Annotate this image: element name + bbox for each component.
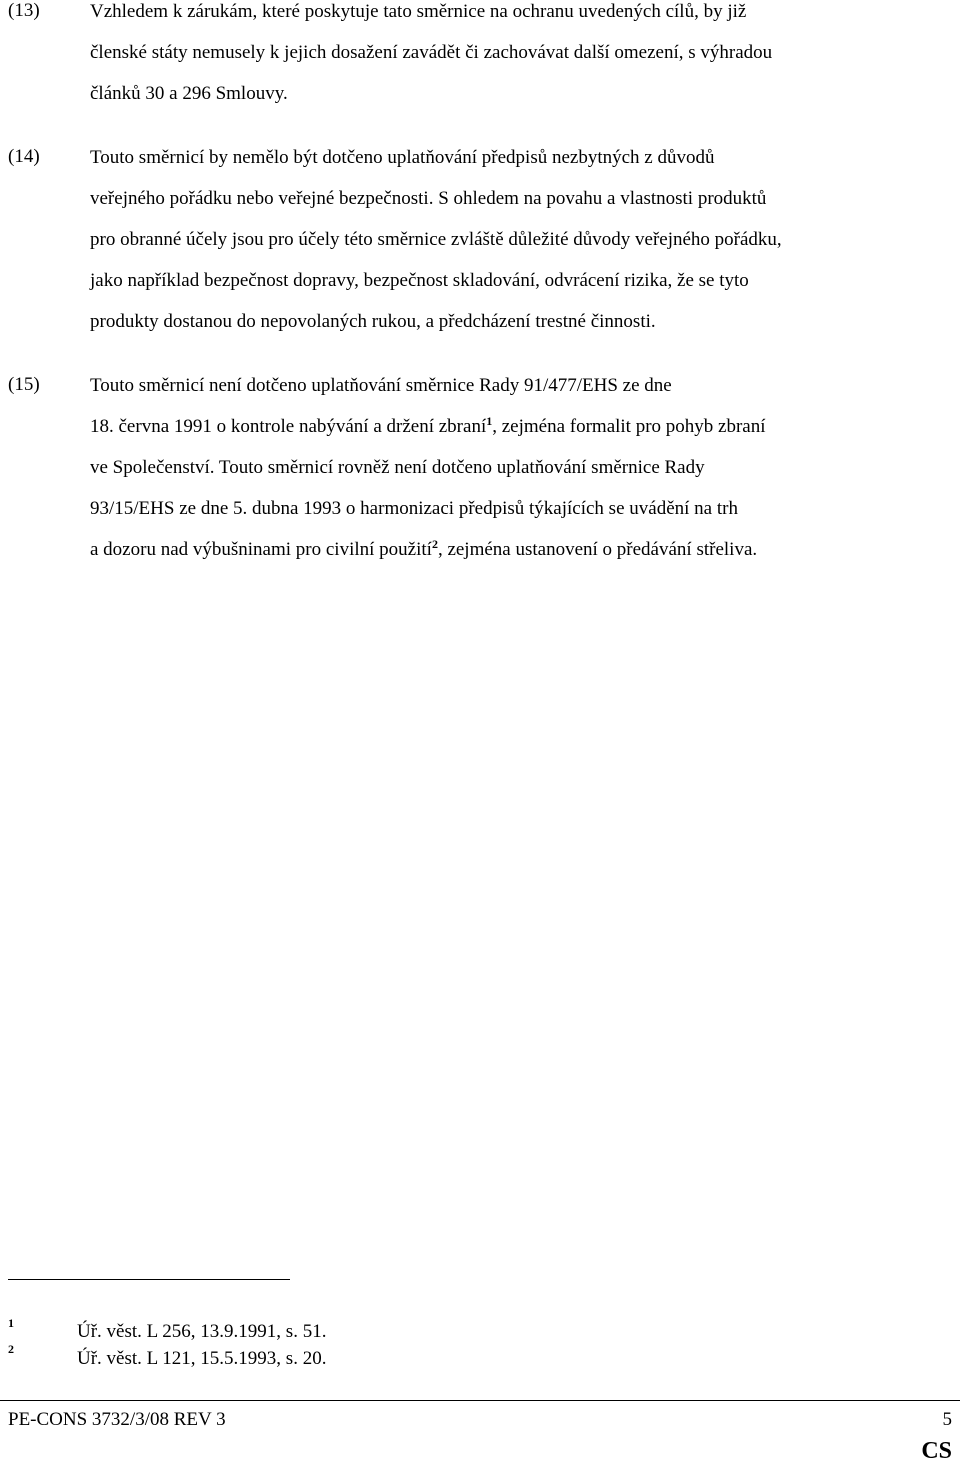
document-reference: PE-CONS 3732/3/08 REV 3 [8, 1409, 226, 1430]
recital-line: Touto směrnicí není dotčeno uplatňování směrnice Rady 91/477/EHS ze dne [90, 375, 672, 396]
footnote-text: Úř. věst. L 256, 13.9.1991, s. 51. [77, 1321, 327, 1342]
recital-line: členské státy nemusely k jejich dosažení zavádět či zachovávat další omezení, s výhradou [90, 42, 773, 63]
footnote-number: 1 [8, 1316, 14, 1330]
recital-line: produkty dostanou do nepovolaných rukou, a předcházení trestné činnosti. [90, 311, 656, 332]
recital-number: (15) [8, 374, 40, 395]
recital-line: 93/15/EHS ze dne 5. dubna 1993 o harmonizaci předpisů týkajících se uvádění na trh [90, 498, 738, 519]
footnote-separator [8, 1279, 290, 1280]
recital-text: 18. června 1991 o kontrole nabývání a držení zbraní [90, 416, 487, 437]
recital-number: (13) [8, 0, 40, 21]
recital-line: ve Společenství. Touto směrnicí rovněž není dotčeno uplatňování směrnice Rady [90, 457, 705, 478]
recital-line: Touto směrnicí by nemělo být dotčeno uplatňování předpisů nezbytných z důvodů [90, 147, 715, 168]
footer-separator [0, 1400, 960, 1401]
recital-text: , zejména formalit pro pohyb zbraní [492, 416, 766, 437]
recital-line: pro obranné účely jsou pro účely této směrnice zvláště důležité důvody veřejného pořádku, [90, 229, 782, 250]
footnote-number: 2 [8, 1342, 14, 1356]
recital-line [90, 415, 766, 439]
recital-line [90, 538, 757, 562]
recital-line: článků 30 a 296 Smlouvy. [90, 83, 288, 104]
footnote-ref[interactable]: 1 [486, 414, 493, 428]
page-number: 5 [942, 1409, 952, 1430]
recital-line: jako například bezpečnost dopravy, bezpečnost skladování, odvrácení rizika, že se tyto [90, 270, 749, 291]
recital-line: Vzhledem k zárukám, které poskytuje tato směrnice na ochranu uvedených cílů, by již [90, 1, 747, 22]
recital-line: veřejného pořádku nebo veřejné bezpečnosti. S ohledem na povahu a vlastnosti produktů [90, 188, 767, 209]
recital-number: (14) [8, 146, 40, 167]
language-code: CS [921, 1438, 952, 1464]
footnote-text: Úř. věst. L 121, 15.5.1993, s. 20. [77, 1348, 327, 1369]
footnote-ref[interactable]: 2 [431, 537, 438, 551]
recital-text: , zejména ustanovení o předávání střeliva. [437, 539, 758, 560]
recital-text: a dozoru nad výbušninami pro civilní použití [90, 539, 432, 560]
